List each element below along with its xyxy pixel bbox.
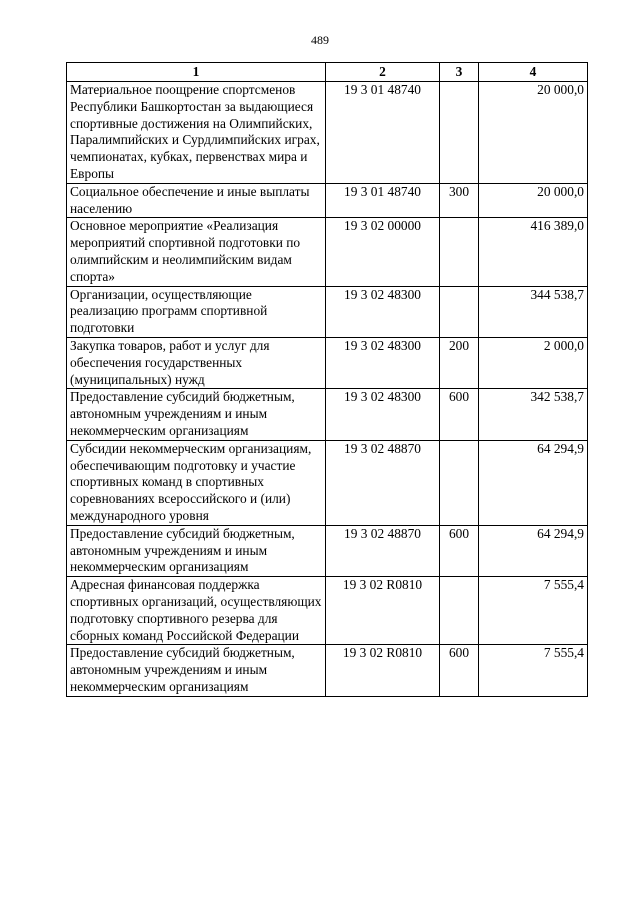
item-type: 600 [440,645,479,696]
item-code: 19 3 02 48300 [326,286,440,337]
item-type: 200 [440,337,479,388]
item-code: 19 3 02 48300 [326,389,440,440]
item-amount: 64 294,9 [479,440,588,525]
item-code: 19 3 02 48300 [326,337,440,388]
item-type: 300 [440,183,479,218]
item-code: 19 3 02 48870 [326,525,440,576]
item-name: Предоставление субсидий бюджетным, автономным учреждениям и иным некоммерческим организациям [67,645,326,696]
table-header-row [67,63,588,82]
budget-table [66,62,588,697]
item-name: Материальное поощрение спортсменов Республики Башкортостан за выдающиеся спортивные достижения на Олимпийских, Паралимпийских и Сурдлимпийских играх, чемпионатах, кубках, первенствах мира и Европы [67,82,326,184]
item-name: Организации, осуществляющие реализацию программ спортивной подготовки [67,286,326,337]
item-name: Социальное обеспечение и иные выплаты населению [67,183,326,218]
column-header-3: 3 [440,63,479,82]
column-header-2: 2 [326,63,440,82]
item-code: 19 3 02 00000 [326,218,440,286]
table-row [67,82,588,184]
table-row [67,389,588,440]
item-amount: 342 538,7 [479,389,588,440]
item-name: Предоставление субсидий бюджетным, автономным учреждениям и иным некоммерческим организациям [67,389,326,440]
item-amount: 416 389,0 [479,218,588,286]
item-name: Предоставление субсидий бюджетным, автономным учреждениям и иным некоммерческим организациям [67,525,326,576]
item-code: 19 3 02 48870 [326,440,440,525]
item-type [440,577,479,645]
item-name: Основное мероприятие «Реализация мероприятий спортивной подготовки по олимпийским и неолимпийским видам спорта» [67,218,326,286]
table-row [67,645,588,696]
table-row [67,183,588,218]
item-code: 19 3 01 48740 [326,183,440,218]
item-type [440,440,479,525]
item-name: Закупка товаров, работ и услуг для обеспечения государственных (муниципальных) нужд [67,337,326,388]
table-row [67,440,588,525]
item-type: 600 [440,525,479,576]
item-amount: 7 555,4 [479,577,588,645]
column-header-1: 1 [67,63,326,82]
item-amount: 344 538,7 [479,286,588,337]
item-amount: 64 294,9 [479,525,588,576]
item-code: 19 3 01 48740 [326,82,440,184]
item-type [440,218,479,286]
item-code: 19 3 02 R0810 [326,577,440,645]
item-type [440,82,479,184]
item-name: Адресная финансовая поддержка спортивных организаций, осуществляющих подготовку спортивного резерва для сборных команд Российской Федерации [67,577,326,645]
table-row [67,525,588,576]
table-row [67,286,588,337]
page-number: 489 [311,33,329,47]
item-code: 19 3 02 R0810 [326,645,440,696]
item-amount: 20 000,0 [479,183,588,218]
table-row [67,218,588,286]
item-amount: 7 555,4 [479,645,588,696]
item-amount: 2 000,0 [479,337,588,388]
item-type [440,286,479,337]
item-type: 600 [440,389,479,440]
table-row [67,577,588,645]
column-header-4: 4 [479,63,588,82]
item-name: Субсидии некоммерческим организациям, обеспечивающим подготовку и участие спортивных команд в спортивных соревнованиях всероссийского и (или) международного уровня [67,440,326,525]
table-row [67,337,588,388]
item-amount: 20 000,0 [479,82,588,184]
